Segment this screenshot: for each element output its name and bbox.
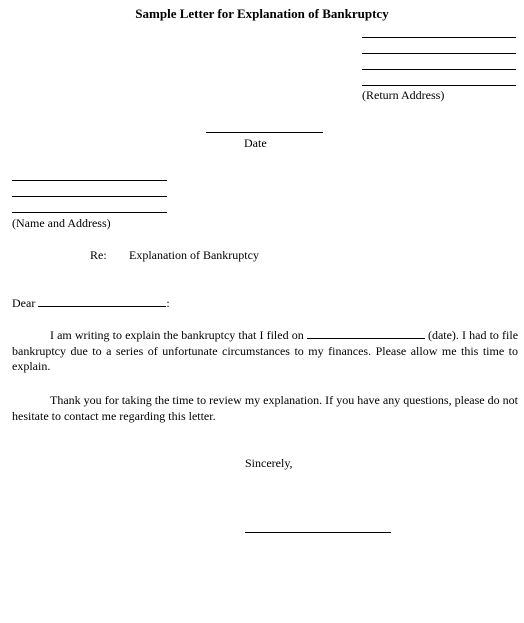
signature-line [245, 532, 391, 533]
letter-title: Sample Letter for Explanation of Bankruptcy [135, 6, 389, 21]
return-address-line-1 [362, 37, 516, 38]
re-subject: Explanation of Bankruptcy [129, 248, 259, 262]
return-address-line-3 [362, 69, 516, 70]
filing-date-blank [307, 328, 425, 339]
paragraph-2-text: Thank you for taking the time to review my explanation. If you have any questions, please do not hesitate to contact me regarding this letter. [12, 393, 518, 423]
salutation-prefix: Dear [12, 296, 36, 310]
paragraph-1-end: (date). I had to file bankruptcy due to a series of unfortunate circumstances to my finances. Please allow me this time to explain. [12, 328, 519, 373]
recipient-line-2 [12, 196, 167, 197]
paragraph-2 [12, 393, 518, 424]
salutation-blank [38, 296, 166, 307]
return-address-label: (Return Address) [362, 88, 445, 102]
date-line [206, 132, 323, 133]
re-label: Re: [90, 248, 107, 262]
paragraph-1 [12, 328, 518, 375]
name-address-label: (Name and Address) [12, 216, 111, 230]
recipient-line-1 [12, 180, 167, 181]
salutation [12, 296, 170, 311]
return-address-line-4 [362, 85, 516, 86]
paragraph-1-start: I am writing to explain the bankruptcy that I filed on [50, 328, 304, 342]
recipient-line-3 [12, 212, 167, 213]
salutation-suffix: : [166, 296, 170, 310]
closing: Sincerely, [245, 456, 293, 470]
return-address-line-2 [362, 53, 516, 54]
date-label: Date [244, 136, 267, 150]
